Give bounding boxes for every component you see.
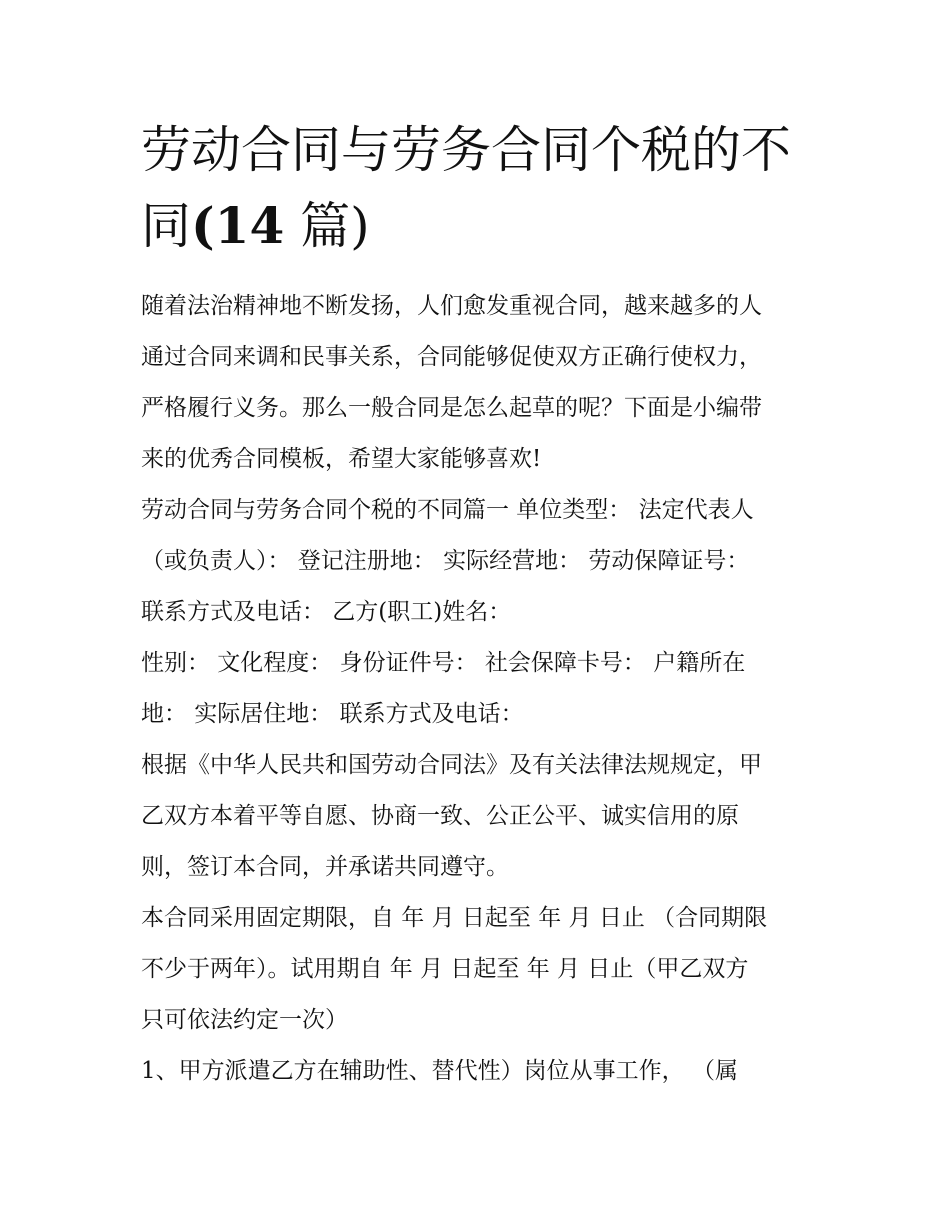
title-line-1: 劳动合同与劳务合同个税的不 xyxy=(141,121,791,179)
body-line: 随着法治精神地不断发扬，人们愈发重视合同，越来越多的人 xyxy=(141,293,762,319)
body-line: 1、甲方派遣乙方在辅助性、替代性）岗位从事工作， （属 xyxy=(141,1058,738,1084)
title-line-2 xyxy=(141,188,831,264)
title-line-2-suffix: 篇) xyxy=(284,197,370,255)
body-line: 通过合同来调和民事关系，合同能够促使双方正确行使权力， xyxy=(141,344,762,370)
title-line-2-prefix: 同 xyxy=(141,197,191,255)
body-line: 乙双方本着平等自愿、协商一致、公正公平、诚实信用的原 xyxy=(141,803,739,829)
body-line: （或负责人）： 登记注册地： 实际经营地： 劳动保障证号： xyxy=(141,548,750,574)
body-line: 联系方式及电话： 乙方(职工)姓名： xyxy=(141,599,512,625)
body-line: 性别： 文化程度： 身份证件号： 社会保障卡号： 户籍所在 xyxy=(141,650,746,676)
body-line: 只可依法约定一次） xyxy=(141,1007,348,1033)
body-line: 来的优秀合同模板，希望大家能够喜欢! xyxy=(141,446,542,472)
body-line: 劳动合同与劳务合同个税的不同篇一 单位类型： 法定代表人 xyxy=(141,497,754,523)
body-line: 严格履行义务。那么一般合同是怎么起草的呢？下面是小编带 xyxy=(141,395,762,421)
title-line-2-bold: (14 xyxy=(191,196,285,255)
document-content xyxy=(141,112,831,1097)
body-line: 本合同采用固定期限，自 年 月 日起至 年 月 日止 （合同期限 xyxy=(141,905,768,931)
body-line: 则，签订本合同，并承诺共同遵守。 xyxy=(141,854,509,880)
document-body xyxy=(141,281,831,1097)
body-line: 地： 实际居住地： 联系方式及电话： xyxy=(141,701,524,727)
document-title xyxy=(141,112,831,264)
body-line: 根据《中华人民共和国劳动合同法》及有关法律法规规定，甲 xyxy=(141,752,762,778)
body-line: 不少于两年）。试用期自 年 月 日起至 年 月 日止（甲乙双方 xyxy=(141,956,749,982)
